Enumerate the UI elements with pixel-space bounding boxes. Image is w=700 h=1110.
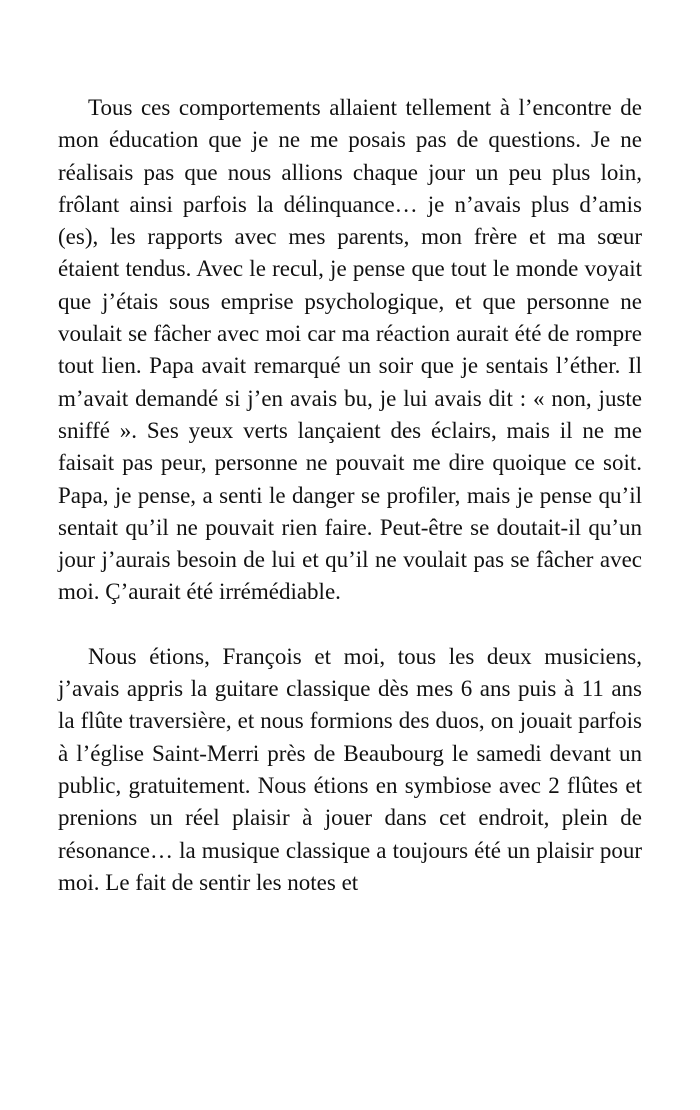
paragraph-2: Nous étions, François et moi, tous les deux musiciens, j’avais appris la guitare classique dès mes 6 ans puis à 11 ans la flûte traversière, et nous formions des duos, on jouait parfois à l’église Saint-Merri près de Beaubourg le samedi devant un public, gratuitement. Nous étions en symbiose avec 2 flûtes et prenions un réel plaisir à jouer dans cet endroit, plein de résonance… la musique classique a toujours été un plaisir pour moi. Le fait de sentir les notes et xyxy=(58,643,642,895)
paragraph-1: Tous ces comportements allaient tellement à l’encontre de mon éducation que je ne me posais pas de questions. Je ne réalisais pas que nous allions chaque jour un peu plus loin, frôlant ainsi parfois la délinquance… je n’avais plus d’amis (es), les rapports avec mes parents, mon frère et ma sœur étaient tendus. Avec le recul, je pense que tout le monde voyait que j’étais sous emprise psychologique, et que personne ne voulait se fâcher avec moi car ma réaction aurait été de rompre tout lien. Papa avait remarqué un soir que je sentais l’éther. Il m’avait demandé si j’en avais bu, je lui avais dit : « non, juste sniffé ». Ses yeux verts lançaient des éclairs, mais il ne me faisait pas peur, personne ne pouvait me dire quoique ce soit. Papa, je pense, a senti le danger se profiler, mais je pense qu’il sentait qu’il ne pouvait rien faire. Peut-être se doutait-il qu’un jour j’aurais besoin de lui et qu’il ne voulait pas se fâcher avec moi. Ç’aurait été irrémédiable. xyxy=(58,95,642,605)
document-page xyxy=(58,92,642,899)
